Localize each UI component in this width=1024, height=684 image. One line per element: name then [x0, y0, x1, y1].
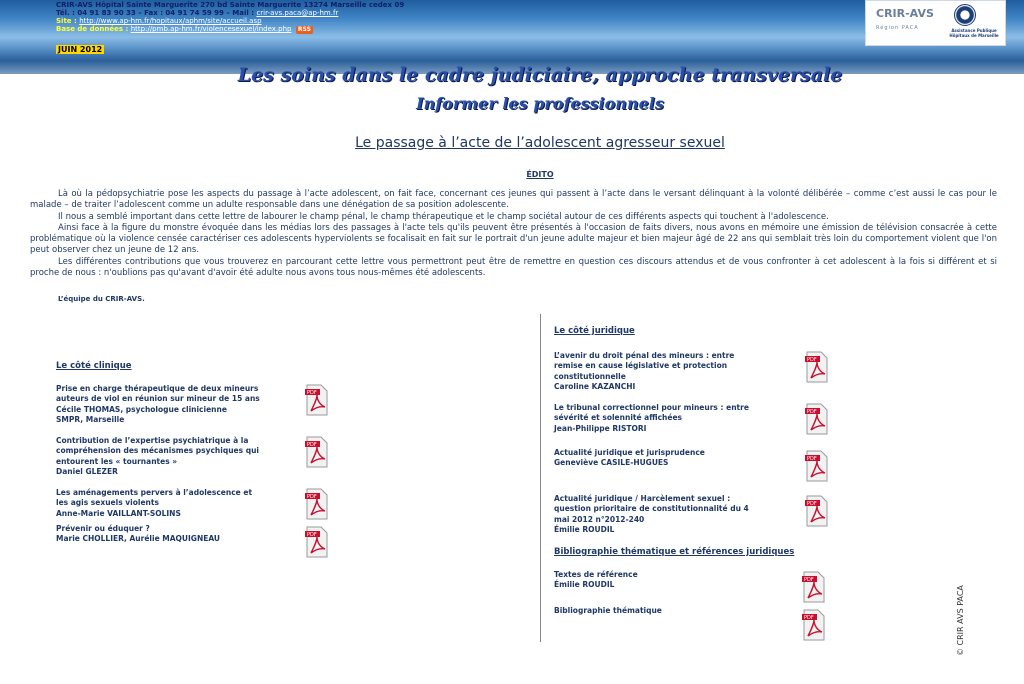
article-link-juridique-4[interactable]: [554, 494, 749, 536]
pdf-icon[interactable]: [805, 450, 829, 482]
article-line: Geneviève CASILE-HUGUES: [554, 458, 669, 468]
article-link-juridique-1[interactable]: [554, 351, 734, 393]
article-line: Émilie ROUDIL: [554, 525, 615, 535]
article-line: Marie CHOLLIER, Aurélie MAQUIGNEAU: [56, 534, 221, 544]
article-line: Les aménagements pervers à l’adolescence et: [56, 488, 253, 497]
article-line: Daniel GLEZER: [56, 467, 118, 477]
header-site: [56, 17, 262, 25]
database-label: Base de données :: [56, 25, 129, 33]
edito-body: [30, 189, 997, 279]
issue-date: JUIN 2012: [58, 45, 103, 54]
article-line: sévérité et solennité affichées: [554, 413, 683, 423]
article-link-clinique-2[interactable]: [56, 436, 259, 478]
article-line: les agis sexuels violents: [56, 498, 159, 508]
article-line: Bibliographie thématique: [554, 606, 662, 615]
article-link-juridique-2[interactable]: [554, 403, 749, 434]
site-link[interactable]: http://www.ap-hm.fr/hopitaux/aphm/site/accueil.asp: [79, 17, 262, 25]
pdf-label: PDF: [307, 494, 317, 500]
header-address: CRIR-AVS Hôpital Sainte Marguerite 270 bd Sainte Marguerite 13274 Marseille cedex 09: [56, 1, 405, 9]
site-label: Site :: [56, 17, 77, 25]
article-line: Le tribunal correctionnel pour mineurs : entre: [554, 403, 749, 412]
pdf-icon[interactable]: [305, 526, 329, 558]
juridique-heading: Le côté juridique: [554, 326, 635, 336]
article-line: Prévenir ou éduquer ?: [56, 524, 150, 533]
database-link[interactable]: http://pmb.ap-hm.fr/violencesexuel/index.php: [130, 25, 292, 33]
pdf-label: PDF: [804, 577, 814, 583]
copyright-notice: © CRIR AVS PACA: [956, 585, 965, 656]
article-line: constitutionnelle: [554, 371, 626, 381]
pdf-icon[interactable]: [305, 436, 329, 468]
article-line: Actualité juridique / Harcèlement sexuel :: [554, 494, 731, 503]
contact-text: Tél. : 04 91 83 90 33 – Fax : 04 91 74 59 99 – Mail :: [56, 9, 254, 17]
pdf-icon[interactable]: [805, 403, 829, 435]
issue-heading: Le passage à l’acte de l’adolescent agresseur sexuel: [355, 135, 725, 151]
biblio-heading: Bibliographie thématique et références juridiques: [554, 547, 795, 557]
article-line: remise en cause législative et protection: [554, 361, 728, 371]
pdf-icon[interactable]: [802, 571, 826, 603]
article-link-biblio-2[interactable]: [554, 606, 662, 616]
edito-paragraph: Il nous a semblé important dans cette lettre de labourer le champ pénal, le champ thérapeutique et le champ sociétal autour de ces différents aspects qui touchent à l'adolescence.: [58, 211, 829, 222]
pdf-label: PDF: [807, 409, 817, 415]
pdf-icon[interactable]: [805, 351, 829, 383]
edito-signature: L’équipe du CRIR-AVS.: [58, 295, 145, 303]
pdf-icon[interactable]: [305, 384, 329, 416]
article-line: Contribution de l’expertise psychiatrique à la: [56, 436, 249, 445]
pdf-label: PDF: [807, 357, 817, 363]
clinique-heading: Le côté clinique: [56, 361, 132, 371]
article-line: Émilie ROUDIL: [554, 580, 615, 590]
crir-avs-logo: CRIR-AVS: [876, 7, 934, 20]
article-link-biblio-1[interactable]: [554, 570, 638, 591]
main-title: Les soins dans le cadre judiciaire, approche transversale: [237, 64, 843, 86]
article-line: Actualité juridique et jurisprudence: [554, 448, 705, 457]
article-line: L’avenir du droit pénal des mineurs : entre: [554, 351, 735, 360]
subtitle: Informer les professionnels: [416, 94, 664, 113]
crir-avs-logo-subtitle: Région PACA: [876, 25, 919, 31]
pdf-icon[interactable]: [802, 609, 826, 641]
header-contact: [56, 9, 338, 17]
partner-logos: [865, 0, 1006, 46]
pdf-icon[interactable]: [305, 488, 329, 520]
header-database: [56, 25, 313, 34]
article-link-juridique-3[interactable]: [554, 448, 705, 469]
edito-label: ÉDITO: [526, 170, 554, 179]
column-divider: [540, 314, 541, 642]
article-line: Caroline KAZANCHI: [554, 382, 636, 392]
article-link-clinique-3[interactable]: [56, 488, 252, 519]
edito-paragraph: Les différentes contributions que vous trouverez en parcourant cette lettre vous permettront peut être de remettre en question ces discours attendus et de vous confronter à cet adolescent à la fois si différent et si proche de nous : n'oublions pas qu'avant d'avoir été adulte nous avons tous nous-mêmes été adolescents.: [30, 256, 997, 279]
article-link-clinique-4[interactable]: [56, 524, 220, 545]
article-line: entourent les « tournantes »: [56, 456, 178, 466]
aphm-logo-text: Assistance Publique Hôpitaux de Marseille: [949, 28, 999, 38]
pdf-label: PDF: [807, 456, 817, 462]
article-line: SMPR, Marseille: [56, 415, 125, 425]
rss-icon[interactable]: RSS: [297, 26, 311, 33]
pdf-label: PDF: [807, 501, 817, 507]
pdf-label: PDF: [307, 390, 317, 396]
aphm-logo-icon: [954, 4, 976, 26]
edito-paragraph: Là où la pédopsychiatrie pose les aspects du passage à l’acte adolescent, on fait face, concernant ces jeunes qui passent à l’acte dans le versant délinquant à la volonté délibérée – comme c’est aussi le cas pour le malade – de traiter l’adolescent comme un adulte responsable dans une dénégation de sa position adolescente.: [30, 189, 997, 211]
pdf-label: PDF: [307, 532, 317, 538]
article-line: Textes de référence: [554, 570, 638, 579]
mail-link[interactable]: crir-avs.paca@ap-hm.fr: [256, 9, 339, 17]
article-line: auteurs de viol en réunion sur mineur de 15 ans: [56, 394, 260, 404]
article-line: Anne-Marie VAILLANT-SOLINS: [56, 508, 181, 518]
article-line: Cécile THOMAS, psychologue clinicienne: [56, 404, 227, 414]
pdf-label: PDF: [307, 442, 317, 448]
article-line: Prise en charge thérapeutique de deux mineurs: [56, 384, 259, 393]
article-link-clinique-1[interactable]: [56, 384, 260, 426]
article-line: Jean-Philippe RISTORI: [554, 423, 647, 433]
article-line: question prioritaire de constitutionnalité du 4: [554, 504, 749, 514]
pdf-label: PDF: [804, 615, 814, 621]
article-line: mai 2012 n°2012-240: [554, 514, 645, 524]
pdf-icon[interactable]: [805, 495, 829, 527]
edito-paragraph: Ainsi face à la figure du monstre évoquée dans les médias lors des passages à l'acte tels qu'ils peuvent être présentés à l'occasion de faits divers, nous avons en mémoire une émission de télévision consacrée à cette problématique où la violence censée caractériser ces adolescents hyperviolents se focalisait en fait sur le portrait d'un jeune adulte majeur et bien majeur âgé de 22 ans qui semblait très loin du comportement violent que l'on peut observer chez un jeune de 12 ans.: [30, 222, 997, 256]
article-line: compréhension des mécanismes psychiques qui: [56, 446, 259, 456]
